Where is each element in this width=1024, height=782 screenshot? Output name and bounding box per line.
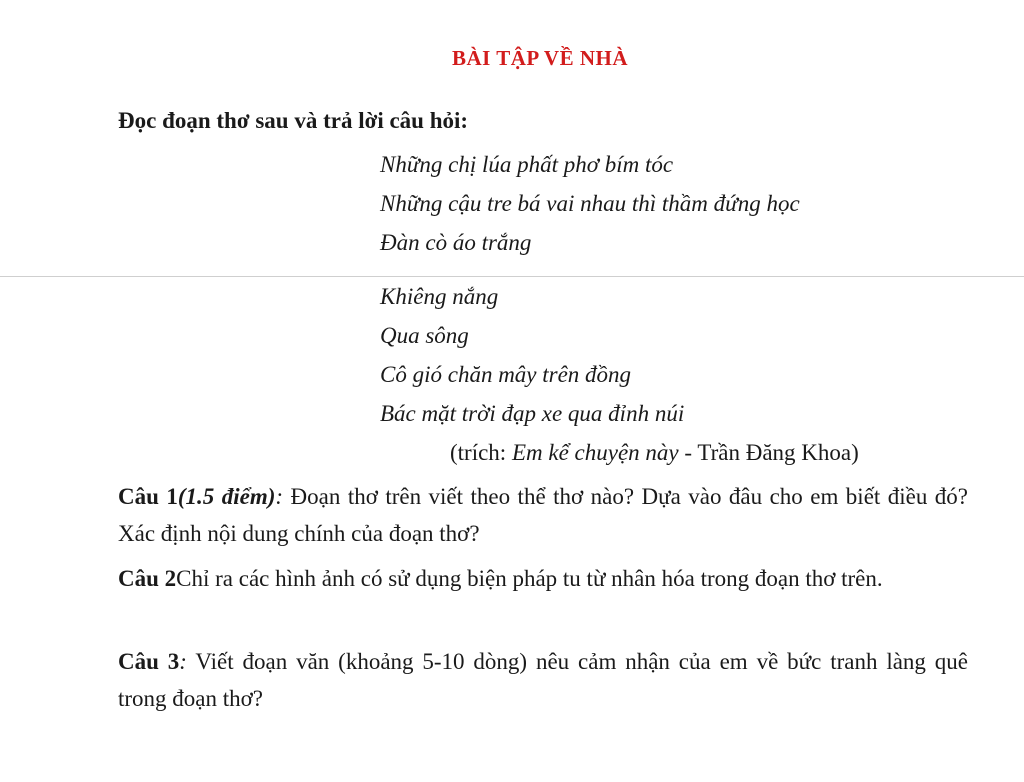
question-1-colon: : bbox=[275, 484, 284, 509]
citation-separator: - bbox=[678, 440, 698, 465]
question-1-points: (1.5 điểm) bbox=[177, 484, 276, 509]
question-1-text: Đoạn thơ trên viết theo thể thơ nào? Dựa vào đâu cho em biết điều đó? Xác định nội dung chính của đoạn thơ? bbox=[118, 484, 969, 546]
question-3-label: Câu 3 bbox=[118, 649, 180, 674]
citation-work-title: Em kể chuyện này bbox=[511, 440, 679, 465]
citation-author: Trần Đăng Khoa) bbox=[697, 440, 859, 465]
poem-line-6: Cô gió chăn mây trên đồng bbox=[380, 362, 632, 387]
poem-line-1: Những chị lúa phất phơ bím tóc bbox=[380, 152, 674, 177]
page-divider bbox=[0, 276, 1024, 277]
question-1 bbox=[118, 478, 968, 552]
page-title: BÀI TẬP VỀ NHÀ bbox=[451, 46, 628, 70]
question-2-label: Câu 2 bbox=[118, 566, 177, 591]
instruction-text: Đọc đoạn thơ sau và trả lời câu hỏi: bbox=[118, 108, 469, 133]
question-2-text: Chỉ ra các hình ảnh có sử dụng biện pháp tu từ nhân hóa trong đoạn thơ trên. bbox=[176, 566, 883, 591]
question-1-label: Câu 1 bbox=[118, 484, 178, 509]
poem-line-7: Bác mặt trời đạp xe qua đỉnh núi bbox=[380, 401, 685, 426]
question-2 bbox=[118, 560, 968, 597]
citation-prefix: (trích: bbox=[450, 440, 512, 465]
poem-citation bbox=[450, 440, 859, 466]
question-3-colon: : bbox=[179, 649, 187, 674]
question-3 bbox=[118, 643, 968, 717]
poem-line-3: Đàn cò áo trắng bbox=[380, 230, 532, 255]
question-3-text: Viết đoạn văn (khoảng 5-10 dòng) nêu cảm nhận của em về bức tranh làng quê trong đoạn thơ? bbox=[118, 649, 969, 711]
poem-line-4: Khiêng nắng bbox=[380, 284, 499, 309]
poem-line-5: Qua sông bbox=[380, 323, 469, 348]
poem-line-2: Những cậu tre bá vai nhau thì thầm đứng học bbox=[380, 191, 800, 216]
